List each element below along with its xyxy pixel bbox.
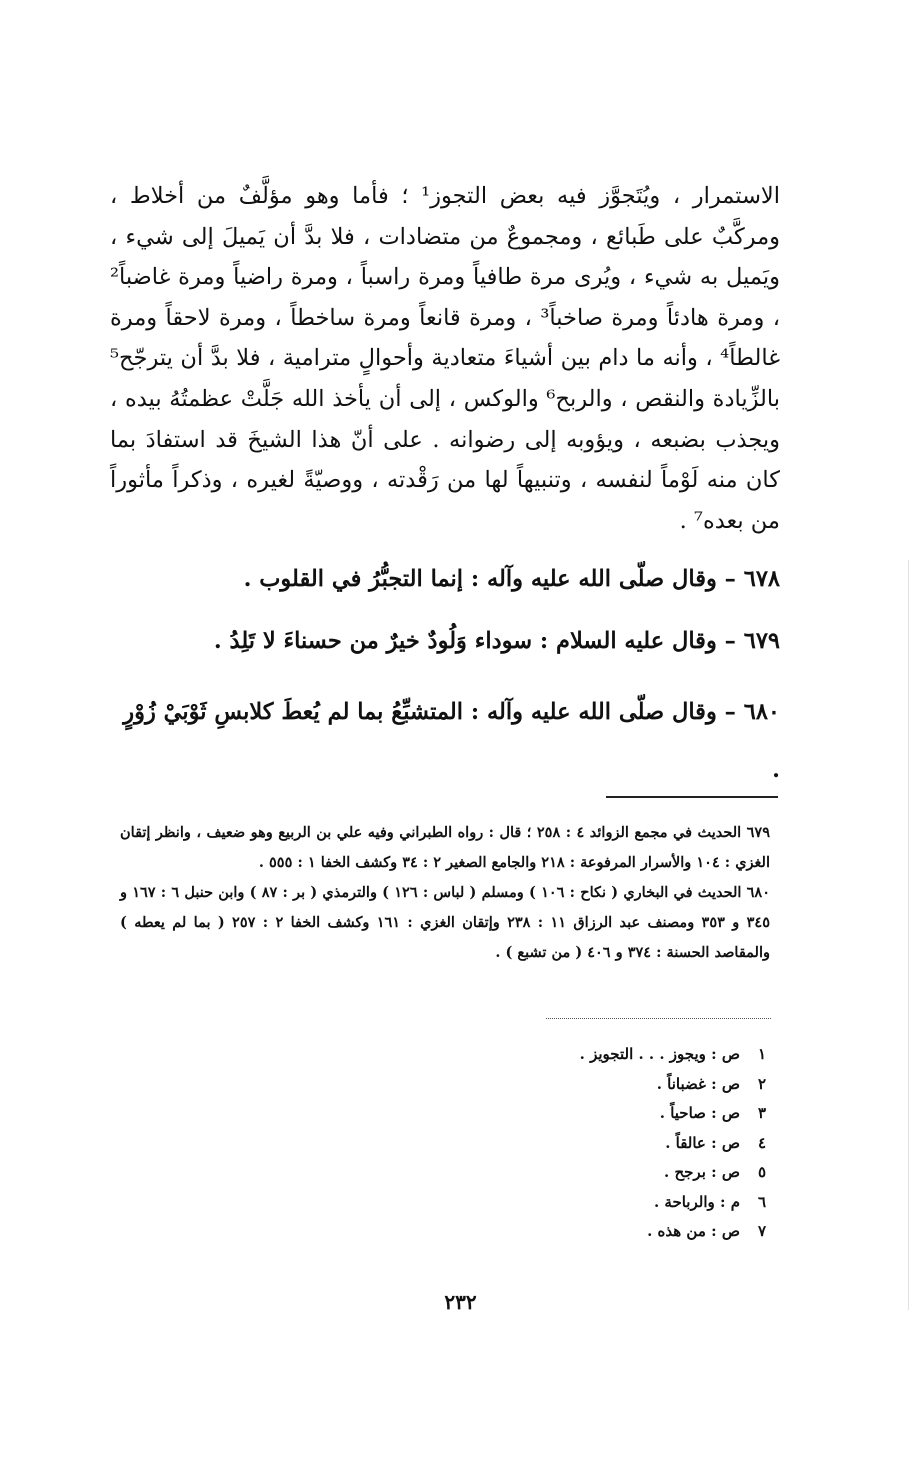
body-paragraph: الاستمرار ، ويُتَجوَّز فيه بعض التجوز¹ ؛ فأما وهو مؤلَّفٌ من أخلاط ، ومركَّبٌ على طَبائع ، ومجموعٌ من متضادات ، فلا بدَّ أن يَميلَ إلى شيء ، ويَميل به شيء ، ويُرى مرة طافياً ومرة راسباً ، ومرة راضياً ومرة غاضباً² ، ومرة هادئاً ومرة صاخباً³ ، ومرة قانعاً ومرة ساخطاً ، ومرة لاحقاً ومرة غالطاً⁴ ، وأنه ما دام بين أشياءَ متعادية وأحوالٍ مترامية ، فلا بدَّ أن يترجّح⁵ بالزِّيادة والنقص ، والربح⁶ والوكس ، إلى أن يأخذ الله جَلَّتْ عظمتُهُ بيده ، ويجذب بضبعه ، ويؤوبه إلى رضوانه . على أنّ هذا الشيخَ قد استفادَ بما كان منه لَوْماً لنفسه ، وتنبيهاً لها من رَقْدته ، ووصيّةً لغيره ، وذكراً مأثوراً من بعده⁷ . <box>110 183 781 534</box>
variant-text: ص : برجح . <box>664 1163 740 1181</box>
variant-item <box>466 1129 766 1159</box>
variant-item <box>466 1217 766 1247</box>
variant-number: ٣ <box>757 1104 766 1122</box>
variant-item <box>466 1188 766 1218</box>
hadith-text: – وقال عليه السلام : سوداء وَلُودٌ خيرٌ من حسناءَ لا تَلِدُ . <box>213 628 744 655</box>
variant-number: ٧ <box>757 1222 766 1240</box>
main-text <box>110 176 780 799</box>
variants-separator <box>546 1018 771 1019</box>
hadith-text: – وقال صلّى الله عليه وآله : إنما التجبُّرُ في القلوب . <box>243 566 744 593</box>
variant-text: ص : ويجوز . . . التجويز . <box>579 1045 740 1063</box>
variant-text: ص : غضباناً . <box>656 1074 740 1093</box>
footnote-680 <box>120 878 770 968</box>
manuscript-variants <box>466 1040 766 1247</box>
hadith-679 <box>110 621 780 661</box>
variant-text: ص : من هذه . <box>647 1222 740 1240</box>
variant-item <box>466 1070 766 1100</box>
variant-item <box>466 1099 766 1129</box>
footnote-number: ٦٧٩ <box>746 824 771 841</box>
hadith-678 <box>110 559 780 599</box>
footnote-text: الحديث في البخاري ( نكاح : ١٠٦ ) ومسلم ( لباس : ١٢٦ ) والترمذي ( بر : ٨٧ ) وابن حنبل ٦ : ١٦٧ و ٣٤٥ و ٣٥٣ ومصنف عبد الرزاق ١١ : ٢٣٨ وإتقان الغزي : ١٦١ وكشف الخفا ٢ : ٢٥٧ ( بما لم يعطه ) والمقاصد الحسنة : ٣٧٤ و ٤٠٦ ( من تشبع ) . <box>120 884 770 961</box>
variant-item <box>466 1158 766 1188</box>
page-number: ٢٣٢ <box>444 1290 477 1314</box>
variant-text: ص : عالقاً . <box>665 1133 740 1152</box>
variant-number: ١ <box>757 1045 766 1063</box>
variant-item <box>466 1040 766 1070</box>
hadith-number: ٦٨٠ <box>743 699 780 726</box>
hadith-text: – وقال صلّى الله عليه وآله : المتشبِّعُ بما لم يُعطَ كلابسِ ثَوْبَيْ زُوْرٍ . <box>123 699 780 784</box>
hadith-680 <box>110 683 780 799</box>
variant-text: م : والرباحة . <box>653 1192 740 1211</box>
hadith-number: ٦٧٩ <box>743 628 780 655</box>
variant-number: ٦ <box>757 1192 766 1211</box>
hadith-number: ٦٧٨ <box>743 566 780 593</box>
footnote-679 <box>120 818 770 878</box>
scan-edge-line <box>908 560 909 1310</box>
footnote-separator <box>606 796 778 798</box>
variant-text: ص : صاحياً . <box>659 1104 740 1122</box>
variant-number: ٤ <box>757 1133 766 1152</box>
footnote-number: ٦٨٠ <box>746 884 771 901</box>
variant-number: ٢ <box>757 1074 766 1093</box>
variant-number: ٥ <box>757 1163 766 1181</box>
footnote-text: الحديث في مجمع الزوائد ٤ : ٢٥٨ ؛ قال : رواه الطبراني وفيه علي بن الربيع وهو ضعيف ، وانظر إتقان الغزي : ١٠٤ والأسرار المرفوعة : ٢١٨ والجامع الصغير ٢ : ٣٤ وكشف الخفا ١ : ٥٥٥ . <box>120 824 770 871</box>
source-footnotes <box>120 818 770 968</box>
